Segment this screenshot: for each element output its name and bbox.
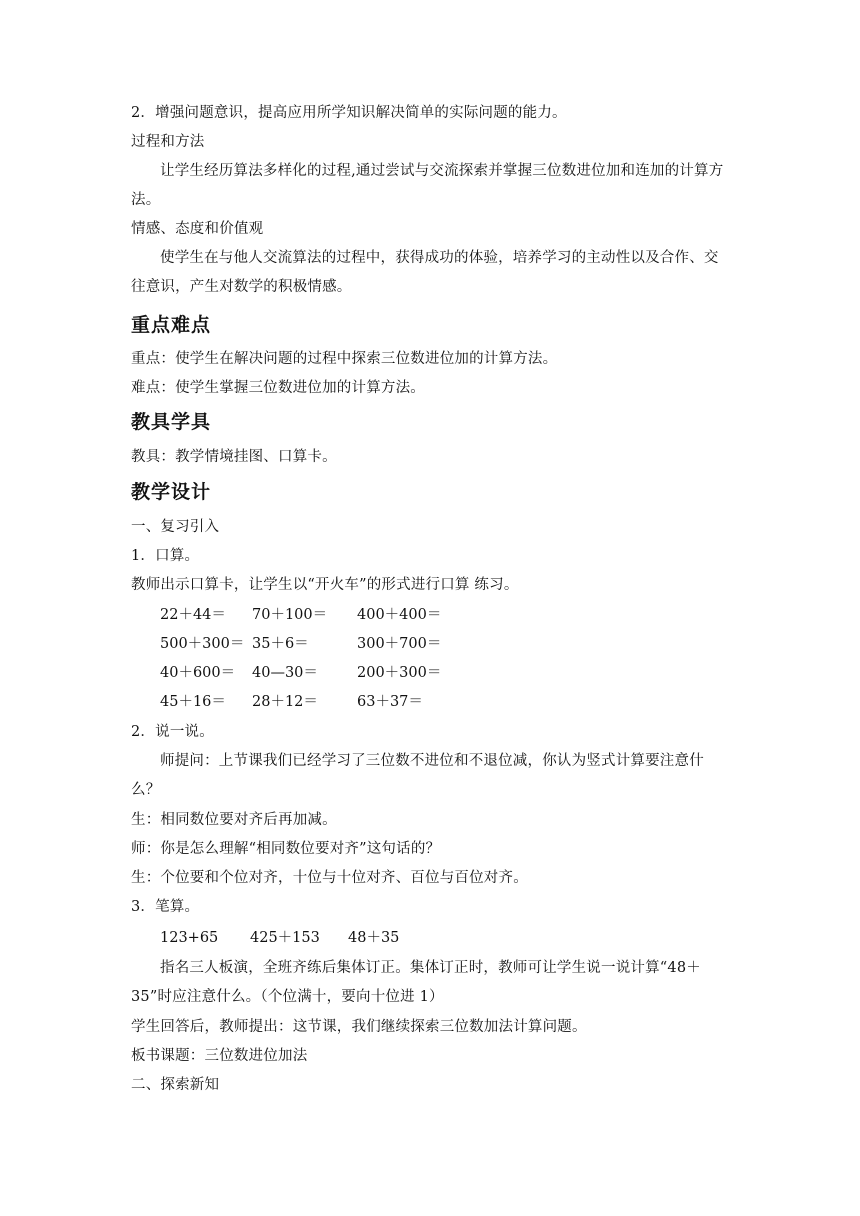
oral-calc-row <box>160 688 477 717</box>
paragraph: 生：个位要和个位对齐，十位与十位对齐、百位与百位对齐。 <box>131 870 528 886</box>
oral-calc-item: 28＋12＝ <box>252 694 318 710</box>
oral-calc-row <box>160 630 477 659</box>
paragraph: 师：你是怎么理解“相同数位要对齐”这句话的？ <box>131 841 441 857</box>
oral-calc-item: 400＋400＝ <box>357 607 442 623</box>
oral-calc-item: 500＋300＝ <box>160 636 245 652</box>
written-calc-item: 425＋153 <box>250 930 320 946</box>
paragraph: 使学生在与他人交流算法的过程中，获得成功的体验，培养学习的主动性以及合作、交往意识，产生对数学的积极情感。 <box>131 250 719 295</box>
paragraph: 3．笔算。 <box>131 899 200 915</box>
heading-teaching-aids: 教具学具 <box>131 411 212 433</box>
paragraph: 师提问：上节课我们已经学习了三位数不进位和不退位减，你认为竖式计算要注意什么？ <box>131 753 704 798</box>
paragraph: 一、复习引入 <box>131 519 220 535</box>
oral-calc-item: 70＋100＝ <box>252 607 328 623</box>
paragraph: 教师出示口算卡，让学生以“开火车”的形式进行口算 练习。 <box>131 577 519 593</box>
written-calc-item: 48＋35 <box>348 930 400 946</box>
written-calc-row <box>160 924 448 953</box>
paragraph: 二、探索新知 <box>131 1077 220 1093</box>
paragraph: 指名三人板演，全班齐练后集体订正。集体订正时，教师可让学生说一说计算“48＋35”时应注意什么。（个位满十，要向十位进 1） <box>131 960 701 1005</box>
oral-calc-row <box>160 659 477 688</box>
oral-calc-item: 300＋700＝ <box>357 636 442 652</box>
oral-calc-item: 40—30＝ <box>252 665 318 681</box>
oral-calc-item: 63＋37＝ <box>357 694 423 710</box>
heading-key-difficulties: 重点难点 <box>131 314 212 336</box>
paragraph: 教具：教学情境挂图、口算卡。 <box>131 449 337 465</box>
section-subtitle-emotion: 情感、态度和价值观 <box>131 221 264 237</box>
oral-calc-row <box>160 601 477 630</box>
oral-calc-item: 22＋44＝ <box>160 607 226 623</box>
section-subtitle-process-method: 过程和方法 <box>131 134 205 150</box>
paragraph: 1．口算。 <box>131 548 200 564</box>
paragraph: 2．说一说。 <box>131 724 214 740</box>
paragraph: 让学生经历算法多样化的过程,通过尝试与交流探索并掌握三位数进位加和连加的计算方法。 <box>131 163 724 208</box>
heading-teaching-design: 教学设计 <box>131 481 212 503</box>
paragraph: 板书课题：三位数进位加法 <box>131 1048 308 1064</box>
oral-calc-item: 45＋16＝ <box>160 694 226 710</box>
oral-calc-item: 200＋300＝ <box>357 665 442 681</box>
oral-calc-item: 40＋600＝ <box>160 665 236 681</box>
paragraph: 学生回答后，教师提出：这节课，我们继续探索三位数加法计算问题。 <box>131 1019 587 1035</box>
paragraph: 难点：使学生掌握三位数进位加的计算方法。 <box>131 380 425 396</box>
oral-calc-item: 35＋6＝ <box>252 636 309 652</box>
paragraph: 重点：使学生在解决问题的过程中探索三位数进位加的计算方法。 <box>131 351 558 367</box>
paragraph: 2．增强问题意识，提高应用所学知识解决简单的实际问题的能力。 <box>131 105 567 121</box>
written-calc-item: 123+65 <box>160 930 219 946</box>
paragraph: 生：相同数位要对齐后再加减。 <box>131 812 337 828</box>
